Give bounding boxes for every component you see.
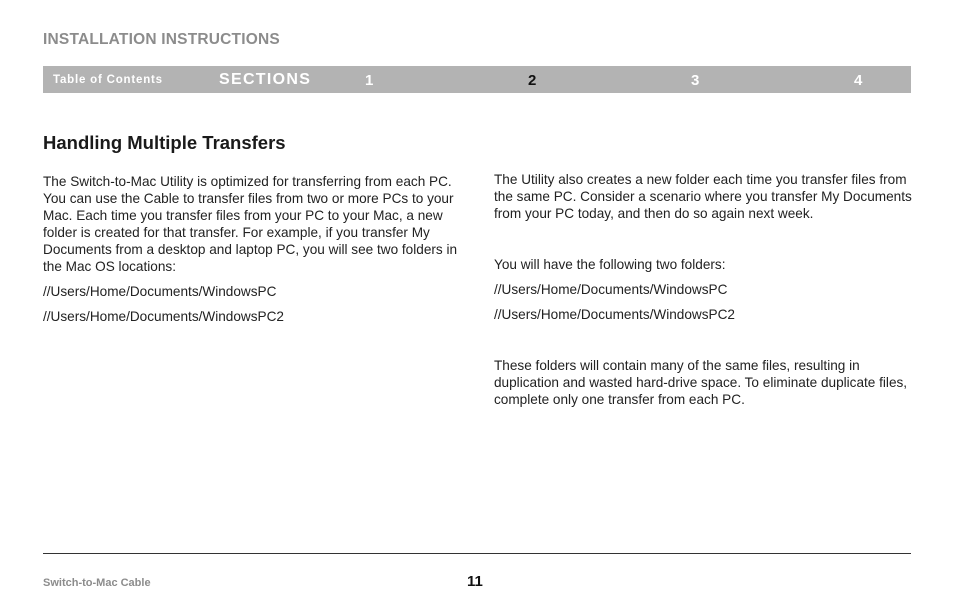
page-heading: Handling Multiple Transfers <box>43 132 286 153</box>
right-path-2: //Users/Home/Documents/WindowsPC2 <box>494 307 735 322</box>
section-navigation-bar <box>43 66 911 93</box>
right-column <box>494 171 914 408</box>
section-link-3[interactable]: 3 <box>691 72 700 89</box>
section-link-1[interactable]: 1 <box>365 72 374 89</box>
right-folders-paragraph: You will have the following two folders: <box>494 257 726 272</box>
table-of-contents-link[interactable]: Table of Contents <box>53 74 163 86</box>
section-header-title: INSTALLATION INSTRUCTIONS <box>43 31 280 48</box>
left-path-2: //Users/Home/Documents/WindowsPC2 <box>43 309 284 324</box>
footer-divider <box>43 553 911 554</box>
sections-label: SECTIONS <box>219 71 312 88</box>
page-number: 11 <box>467 573 483 590</box>
right-path-1: //Users/Home/Documents/WindowsPC <box>494 282 728 297</box>
section-link-2-active[interactable]: 2 <box>528 72 537 89</box>
left-path-1: //Users/Home/Documents/WindowsPC <box>43 284 277 299</box>
right-duplicates-paragraph: These folders will contain many of the same files, resulting in duplication and wasted hard-drive space. To eliminate duplicate files, complete only one transfer from each PC. <box>494 358 908 407</box>
section-link-4[interactable]: 4 <box>854 72 863 89</box>
left-intro-paragraph: The Switch-to-Mac Utility is optimized for transferring from each PC. You can use the Cable to transfer files from two or more PCs to your Mac. Each time you transfer files from your PC to your Mac, a new folder is created for that transfer. For example, if you transfer My Documents from a desktop and laptop PC, you will see two folders in the Mac OS locations: <box>43 174 458 274</box>
left-column <box>43 173 468 325</box>
footer-product-name: Switch-to-Mac Cable <box>43 577 151 589</box>
right-intro-paragraph: The Utility also creates a new folder each time you transfer files from the same PC. Consider a scenario where you transfer My Documents from your PC today, and then do so again next week. <box>494 172 912 221</box>
